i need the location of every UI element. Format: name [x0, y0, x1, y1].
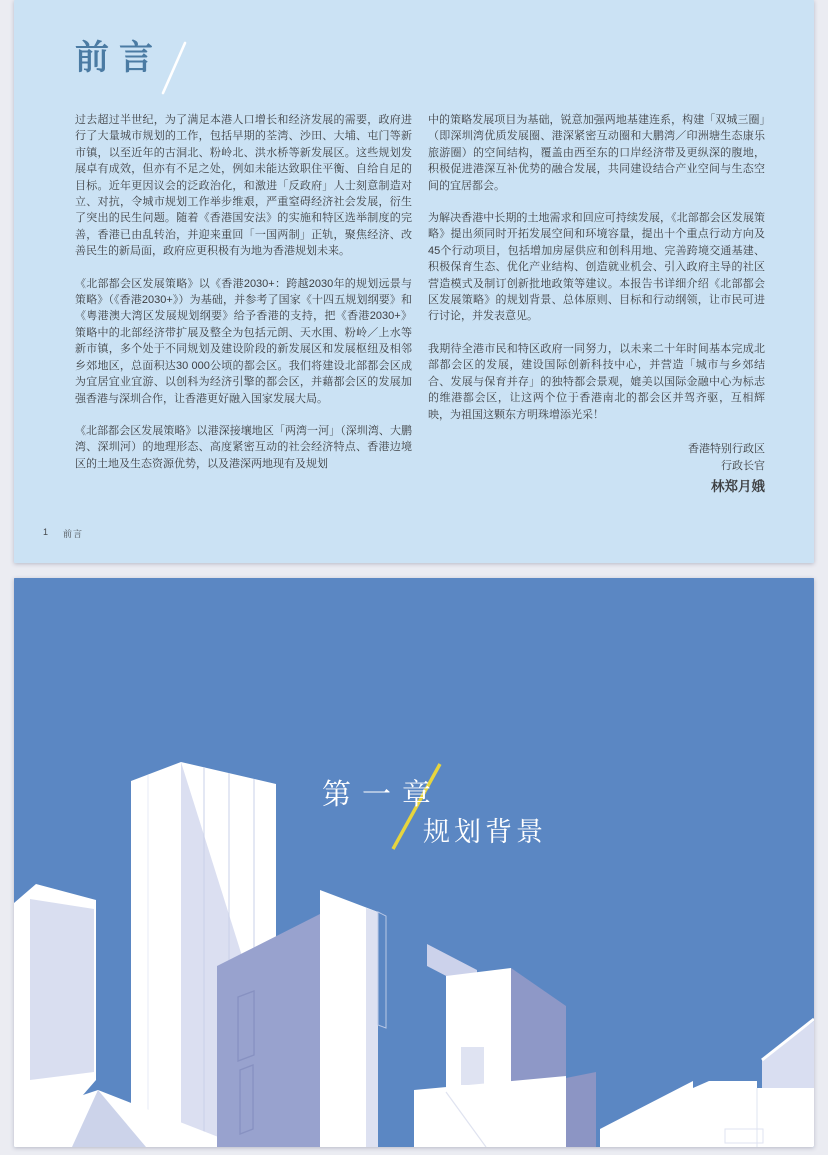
footer-label: 前言: [63, 529, 84, 539]
paragraph: 过去超过半世纪，为了满足本港人口增长和经济发展的需要，政府进行了大量城市规划的工作，包括早期的荃湾、沙田、大埔、屯门等新市镇，以至近年的古洞北、粉岭北、洪水桥等新发展区。这些规划发展卓有成效，但亦有不足之处，例如未能达致职住平衡、自给自足的目标。近年更因议会的泛政治化，和激进「反政府」人士刻意制造对立、对抗，令城市规划工作举步维艰，严重窒碍经济社会发展，衍生了突出的民生问题。随着《香港国安法》的实施和特区选举制度的完善，香港已由乱转治，并迎来重回「一国两制」正轨，聚焦经济、改善民生的新局面，政府应更积极有为地为香港规划未来。: [75, 114, 412, 258]
page-title: 前言: [75, 39, 163, 77]
signature-name: 林郑月娥: [711, 478, 765, 494]
foreword-page: [14, 0, 814, 563]
signature-org: 香港特别行政区: [688, 442, 765, 455]
title-slash-icon: [160, 40, 188, 96]
skyline-illustration: [14, 578, 814, 1147]
paragraph: 《北部都会区发展策略》以《香港2030+：跨越2030年的规划远景与策略》（《香港2030+》）为基础，并参考了国家《十四五规划纲要》和《粤港澳大湾区发展规划纲要》给予香港的支持，把《香港2030+》策略中的北部经济带扩展及整全为包括元朗、天水围、粉岭／上水等新市镇，多个处于不同规划及建设阶段的新发展区和发展枢纽及相邻乡郊地区，总面积达30 000公顷的都会区。我们将建设北部都会区成为宜居宜业宜游、以创科为经济引擎的都会区，并藉都会区的发展加强香港与深圳合作，让香港更好融入国家发展大局。: [75, 277, 412, 405]
left-column: [75, 112, 412, 495]
paragraph: 中的策略发展项目为基础，锐意加强两地基建连系，构建「双城三圈」（即深圳湾优质发展圈、港深紧密互动圈和大鹏湾／印洲塘生态康乐旅游圈）的空间结构，覆盖由西至东的口岸经济带及更纵深的腹地，积极促进港深互补优势的融合发展，共同建设结合产业空间与生态空间的宜居都会。: [428, 114, 765, 192]
paragraph: 我期待全港市民和特区政府一同努力，以未来二十年时间基本完成北部都会区的发展，建设国际创新科技中心，并营造「城市与乡郊结合、发展与保育并存」的独特都会景观，媲美以国际金融中心为标志的维港都会区，让这两个位于香港南北的都会区并驾齐驱，互相辉映，为祖国这颗东方明珠增添光采！: [428, 342, 765, 421]
paragraph: 为解决香港中长期的土地需求和回应可持续发展，《北部都会区发展策略》提出须同时开拓发展空间和环境容量，提出十个重点行动方向及45个行动项目，包括增加房屋供应和创科用地、完善跨境交通基建、积极保育生态、优化产业结构、创造就业机会、引入政府主导的社区营造模式及制订创新批地政策等建议。本报告书详细介绍《北部都会区发展策略》的规划背景、总体原则、目标和行动纲领，让市民可进行讨论，并发表意见。: [428, 212, 765, 323]
paragraph: 《北部都会区发展策略》以港深接壤地区「两湾一河」（深圳湾、大鹏湾、深圳河）的地理形态、高度紧密互动的社会经济特点、香港边境区的土地及生态资源优势，以及港深两地现有及规划: [75, 424, 412, 470]
page-number: 1: [43, 527, 50, 537]
right-column: [428, 112, 765, 495]
signature-role: 行政长官: [721, 459, 765, 472]
chapter-divider-page: [14, 578, 814, 1147]
signature-block: [428, 441, 765, 495]
page-footer: [43, 527, 83, 540]
chapter-number: 第一章: [322, 779, 443, 811]
body-columns: [75, 112, 765, 495]
chapter-title: 规划背景: [423, 817, 547, 847]
